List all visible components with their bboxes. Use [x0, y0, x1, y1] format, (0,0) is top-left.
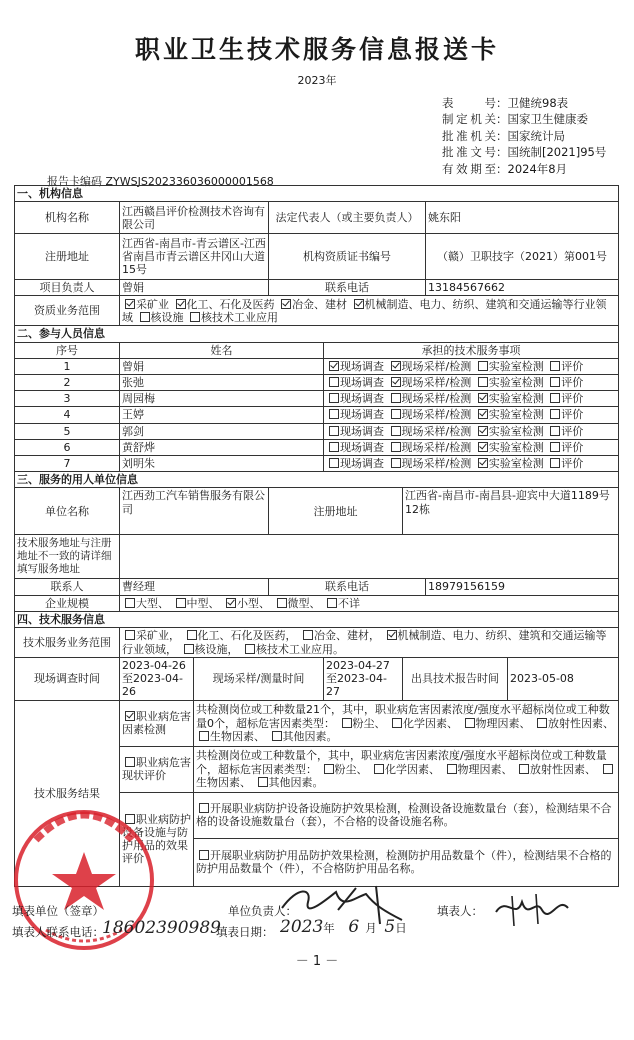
- task-option: 实验室检测: [488, 424, 544, 438]
- factor-option: 其他因素: [268, 775, 313, 789]
- report-label: 出具技术报告时间: [403, 658, 508, 701]
- factor-option: 物理因素: [457, 762, 502, 776]
- checkbox-icon: [187, 630, 197, 640]
- meta-value: 国家卫生健康委: [507, 112, 588, 127]
- survey-time: 2023-04-26至2023-04-26: [120, 658, 194, 701]
- size-option: 不详: [338, 596, 360, 610]
- meta-key: 表 号: [442, 96, 496, 110]
- staff-no: 3: [15, 391, 120, 407]
- filler-tel-label: 填表人联系电话：: [12, 925, 104, 939]
- legal-label: 法定代表人（或主要负责人）: [269, 202, 426, 234]
- form-title: 职业卫生技术服务信息报送卡: [134, 35, 499, 64]
- result-3a-text: 开展职业病防护设备设施防护效果检测，检测设备设施数量台（套），检测结果不合格的设备设施数量台（套），不合格的设备设施名称。: [196, 801, 612, 829]
- result-1-text: 共检测岗位或工种数量21个，其中，职业病危害因素浓度/强度水平超标岗位或工种数量0个，超标危害因素类型：: [196, 703, 610, 730]
- checkbox-icon: [329, 361, 339, 371]
- task-option: 实验室检测: [488, 392, 544, 406]
- staff-name: 刘明朱: [120, 456, 324, 472]
- checkbox-icon: [324, 764, 334, 774]
- staff-name: 郭剑: [120, 423, 324, 439]
- svc-scope-option: 采矿业: [136, 629, 169, 643]
- form-year: 2023年: [297, 74, 337, 87]
- day-unit: 日: [395, 921, 407, 935]
- checkbox-icon: [447, 764, 457, 774]
- staff-name: 曾娟: [120, 358, 324, 374]
- filler-label: 填表人：: [437, 904, 483, 918]
- section-2-title: 二、参与人员信息: [15, 326, 619, 342]
- contact-name: 曹经理: [120, 579, 269, 595]
- checkbox-icon: [329, 426, 339, 436]
- result-2-text: 共检测岗位或工种数量个，其中，职业病危害因素浓度/强度水平超标岗位或工种数量个，超标危害因素类型：: [196, 749, 607, 776]
- sample-time: 2023-04-27至2023-04-27: [324, 658, 403, 701]
- checkbox-icon: [392, 718, 402, 728]
- checkbox-icon: [329, 409, 339, 419]
- factor-option: 生物因素: [196, 775, 240, 789]
- checkbox-icon: [329, 393, 339, 403]
- checkbox-icon: [125, 630, 135, 640]
- result-3b-text: 开展职业病防护用品防护效果检测，检测防护用品数量个（件），检测结果不合格的防护用品数量个（件），不合格防护用品名称。: [196, 848, 612, 876]
- task-option: 现场采样/检测: [401, 392, 472, 406]
- unit-label: 单位名称: [15, 488, 120, 535]
- date-day: 5: [384, 917, 396, 937]
- task-option: 现场调查: [340, 424, 384, 438]
- checkbox-icon: [125, 711, 135, 721]
- staff-no: 2: [15, 375, 120, 391]
- task-option: 评价: [561, 376, 584, 390]
- task-option: 现场采样/检测: [401, 424, 472, 438]
- size-option: 微型: [287, 596, 310, 610]
- result-3-label: 职业病防护设备设施与防护用品的效果评价: [122, 812, 191, 866]
- scope-options: [120, 296, 619, 326]
- org-tel: 13184567662: [426, 280, 619, 296]
- size-label: 企业规模: [15, 595, 120, 611]
- scope-option: 冶金、建材: [292, 297, 347, 311]
- staff-row: [15, 456, 619, 472]
- year-unit: 年: [323, 921, 335, 935]
- diff-addr-label: 技术服务地址与注册地址不一致的请详细填写服务地址: [15, 535, 120, 579]
- staff-tasks: [324, 456, 619, 472]
- checkbox-icon: [603, 764, 613, 774]
- staff-no: 1: [15, 358, 120, 374]
- task-option: 现场调查: [340, 440, 384, 454]
- task-option: 评价: [561, 424, 584, 438]
- diff-addr: [120, 535, 619, 579]
- checkbox-icon: [245, 644, 255, 654]
- checkbox-icon: [374, 764, 384, 774]
- report-time: 2023-05-08: [508, 658, 619, 701]
- checkbox-icon: [190, 312, 200, 322]
- checkbox-icon: [199, 731, 209, 741]
- unit-addr: 江西省-南昌市-南昌县-迎宾中大道1189号12栋: [403, 488, 619, 535]
- checkbox-icon: [519, 764, 529, 774]
- checkbox-icon: [354, 299, 364, 309]
- staff-name: 王婷: [120, 407, 324, 423]
- checkbox-icon: [391, 442, 401, 452]
- factor-option: 化学因素: [403, 716, 447, 730]
- checkbox-icon: [258, 777, 268, 787]
- staff-row: [15, 358, 619, 374]
- staff-no: 7: [15, 456, 120, 472]
- factor-option: 粉尘: [352, 716, 375, 730]
- pm-name: 曾娟: [120, 280, 269, 296]
- checkbox-icon: [303, 630, 313, 640]
- factor-option: 其他因素: [282, 729, 327, 743]
- task-option: 现场调查: [340, 376, 384, 390]
- checkbox-icon: [125, 757, 135, 767]
- checkbox-icon: [125, 299, 135, 309]
- checkbox-icon: [478, 458, 488, 468]
- factor-option: 放射性因素: [530, 762, 585, 776]
- addr-label: 注册地址: [15, 234, 120, 280]
- factor-option: 粉尘: [334, 762, 357, 776]
- survey-label: 现场调查时间: [15, 658, 120, 701]
- checkbox-icon: [391, 426, 401, 436]
- unit-name: 江西劲工汽车销售服务有限公司: [120, 488, 269, 535]
- checkbox-icon: [550, 393, 560, 403]
- form-meta: 表 号：卫健统98表 制定机关：国家卫生健康委 批准机关：国家统计局 批准文号：国统制[2021]95号 有效期至：2024年8月: [442, 96, 607, 176]
- size-options: 大型、 中型、 小型、 微型、 不详: [120, 595, 619, 611]
- checkbox-icon: [199, 803, 209, 813]
- checkbox-icon: [329, 458, 339, 468]
- checkbox-icon: [226, 598, 236, 608]
- meta-value: 卫健统98表: [507, 96, 569, 110]
- factor-option: 放射性因素: [548, 716, 603, 730]
- checkbox-icon: [277, 598, 287, 608]
- svc-scope-option: 核技术工业应用。: [256, 642, 344, 656]
- checkbox-icon: [125, 598, 135, 608]
- org-tel-label: 联系电话: [269, 280, 426, 296]
- checkbox-icon: [387, 630, 397, 640]
- checkbox-icon: [391, 458, 401, 468]
- staff-row: [15, 375, 619, 391]
- checkbox-icon: [550, 426, 560, 436]
- checkbox-icon: [478, 377, 488, 387]
- checkbox-icon: [327, 598, 337, 608]
- svc-scope-option: 冶金、建材: [314, 629, 369, 643]
- result-label: 技术服务结果: [15, 700, 120, 886]
- checkbox-icon: [272, 731, 282, 741]
- task-option: 现场采样/检测: [401, 408, 472, 422]
- task-option: 现场采样/检测: [401, 457, 472, 471]
- scope-option: 机械制造、电力、纺织、建筑和交通运输等行业领域: [122, 297, 607, 324]
- filler-unit-label: 填表单位（签章）: [12, 904, 104, 918]
- staff-no: 6: [15, 439, 120, 455]
- task-option: 实验室检测: [488, 359, 544, 373]
- staff-row: [15, 439, 619, 455]
- checkbox-icon: [199, 850, 209, 860]
- result-3a-cell: [194, 792, 619, 838]
- section-4-title: 四、技术服务信息: [15, 611, 619, 627]
- task-option: 现场调查: [340, 359, 384, 373]
- unit-head-label: 单位负责人：: [228, 904, 297, 918]
- staff-row: [15, 407, 619, 423]
- scope-option: 化工、石化及医药: [186, 297, 275, 311]
- checkbox-icon: [391, 361, 401, 371]
- checkbox-icon: [184, 644, 194, 654]
- scope-option: 核技术工业应用: [201, 310, 278, 324]
- checkbox-icon: [478, 442, 488, 452]
- result-1-label-cell: [120, 700, 194, 746]
- scope-label: 资质业务范围: [15, 296, 120, 326]
- task-option: 现场调查: [340, 408, 384, 422]
- staff-no: 4: [15, 407, 120, 423]
- contact-label: 联系人: [15, 579, 120, 595]
- checkbox-icon: [391, 393, 401, 403]
- svc-scope-option: 机械制造、电力、纺织、建筑和交通运输等行业领域: [122, 629, 607, 656]
- org-addr: 江西省-南昌市-青云谱区-江西省南昌市青云谱区井冈山大道15号: [120, 234, 269, 280]
- task-option: 现场采样/检测: [401, 440, 472, 454]
- checkbox-icon: [550, 458, 560, 468]
- checkbox-icon: [537, 718, 547, 728]
- checkbox-icon: [550, 442, 560, 452]
- section-3-title: 三、服务的用人单位信息: [15, 472, 619, 488]
- scope-option: 核设施: [150, 310, 184, 324]
- cert-no: （赣）卫职技字（2021）第001号: [426, 234, 619, 280]
- size-option: 小型: [237, 596, 259, 610]
- staff-no: 5: [15, 423, 120, 439]
- pm-label: 项目负责人: [15, 280, 120, 296]
- checkbox-icon: [478, 409, 488, 419]
- staff-row: [15, 391, 619, 407]
- checkbox-icon: [342, 718, 352, 728]
- meta-value: 国统制[2021]95号: [507, 145, 607, 160]
- staff-tasks: [324, 358, 619, 374]
- checkbox-icon: [176, 299, 186, 309]
- svc-scope-option: 化工、石化及医药: [197, 629, 286, 643]
- col-task: 承担的技术服务事项: [324, 342, 619, 358]
- staff-tasks: [324, 391, 619, 407]
- col-no: 序号: [15, 342, 120, 358]
- card-code: 报告卡编码 ZYWSJS202336036000001568: [47, 175, 274, 188]
- unit-addr-label: 注册地址: [269, 488, 403, 535]
- result-2-text-cell: 共检测岗位或工种数量个，其中，职业病危害因素浓度/强度水平超标岗位或工种数量个，超标危害因素类型： 粉尘、 化学因素、 物理因素、 放射性因素、 生物因素、 其他因素。: [194, 746, 619, 792]
- staff-rows: [15, 358, 619, 471]
- date-year: 2023: [280, 917, 324, 937]
- result-2-label: 职业病危害现状评价: [122, 755, 191, 783]
- factor-option: 化学因素: [385, 762, 429, 776]
- checkbox-icon: [329, 442, 339, 452]
- checkbox-icon: [550, 409, 560, 419]
- checkbox-icon: [140, 312, 150, 322]
- checkbox-icon: [478, 361, 488, 371]
- svc-scope-option: 核设施: [194, 642, 228, 656]
- col-name: 姓名: [120, 342, 324, 358]
- cert-label: 机构资质证书编号: [269, 234, 426, 280]
- task-option: 现场采样/检测: [401, 359, 472, 373]
- staff-name: 张弛: [120, 375, 324, 391]
- meta-value: 2024年8月: [507, 161, 568, 176]
- checkbox-icon: [329, 377, 339, 387]
- checkbox-icon: [465, 718, 475, 728]
- task-option: 现场调查: [340, 457, 384, 471]
- task-option: 实验室检测: [488, 457, 544, 471]
- size-option: 大型: [136, 596, 158, 610]
- factor-option: 物理因素: [475, 716, 520, 730]
- staff-row: [15, 423, 619, 439]
- meta-key: 有效期至: [442, 161, 496, 176]
- staff-tasks: [324, 423, 619, 439]
- unit-tel-label: 联系电话: [269, 579, 426, 595]
- task-option: 现场调查: [340, 392, 384, 406]
- task-option: 评价: [561, 440, 584, 454]
- checkbox-icon: [281, 299, 291, 309]
- section-1-title: 一、机构信息: [15, 186, 619, 202]
- size-option: 中型: [186, 596, 209, 610]
- meta-key: 批准机关: [442, 128, 496, 143]
- date-month: 6: [348, 917, 360, 937]
- fill-date-label: 填表日期：: [216, 925, 274, 939]
- task-option: 评价: [561, 359, 584, 373]
- result-3b-cell: [194, 838, 619, 886]
- staff-tasks: [324, 439, 619, 455]
- meta-key: 制定机关: [442, 112, 496, 127]
- task-option: 实验室检测: [488, 376, 544, 390]
- staff-tasks: [324, 407, 619, 423]
- task-option: 评价: [561, 457, 584, 471]
- factor-option: 生物因素: [210, 729, 254, 743]
- task-option: 评价: [561, 408, 584, 422]
- scope-option: 采矿业: [136, 297, 169, 311]
- svc-scope-label: 技术服务业务范围: [15, 628, 120, 658]
- checkbox-icon: [478, 426, 488, 436]
- org-name-label: 机构名称: [15, 202, 120, 234]
- task-option: 实验室检测: [488, 408, 544, 422]
- legal-name: 姚东阳: [426, 202, 619, 234]
- org-name: 江西赣昌评价检测技术咨询有限公司: [120, 202, 269, 234]
- task-option: 实验室检测: [488, 440, 544, 454]
- checkbox-icon: [391, 377, 401, 387]
- month-unit: 月: [365, 921, 377, 935]
- task-option: 现场采样/检测: [401, 376, 472, 390]
- staff-name: 黄舒烨: [120, 439, 324, 455]
- svc-scope-options: 采矿业， 化工、石化及医药， 冶金、建材， 机械制造、电力、纺织、建筑和交通运输等行业领域， 核设施， 核技术工业应用。: [120, 628, 619, 658]
- checkbox-icon: [550, 377, 560, 387]
- result-1-label: 职业病危害因素检测: [122, 709, 191, 737]
- filler-tel: 18602390989: [102, 918, 221, 938]
- meta-value: 国家统计局: [507, 128, 565, 143]
- checkbox-icon: [478, 393, 488, 403]
- result-1-text-cell: 共检测岗位或工种数量21个，其中，职业病危害因素浓度/强度水平超标岗位或工种数量0个，超标危害因素类型： 粉尘、 化学因素、 物理因素、 放射性因素、 生物因素、 其他因素。: [194, 700, 619, 746]
- staff-tasks: [324, 375, 619, 391]
- page-number: － 1 －: [295, 954, 339, 969]
- fill-date: [280, 917, 407, 937]
- unit-tel: 18979156159: [426, 579, 619, 595]
- staff-name: 周园梅: [120, 391, 324, 407]
- filler-signature-icon: [492, 890, 572, 930]
- sample-label: 现场采样/测量时间: [194, 658, 324, 701]
- checkbox-icon: [550, 361, 560, 371]
- task-option: 评价: [561, 392, 584, 406]
- meta-key: 批准文号: [442, 145, 496, 160]
- checkbox-icon: [391, 409, 401, 419]
- checkbox-icon: [176, 598, 186, 608]
